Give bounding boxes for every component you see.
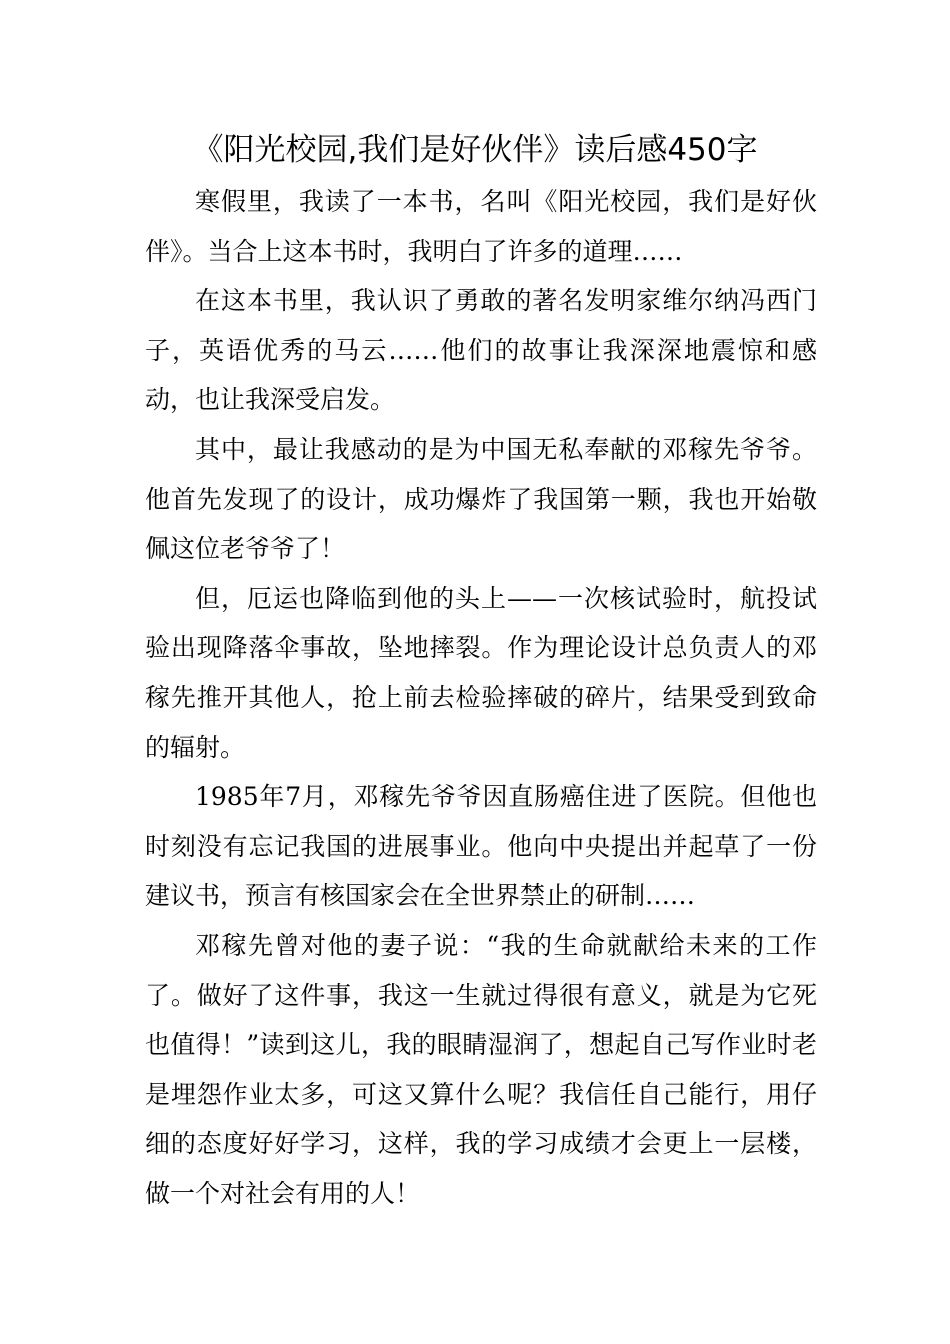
paragraph: 1985年7月，邓稼先爷爷因直肠癌住进了医院。但他也时刻没有忘记我国的进展事业。他向中央提出并起草了一份建议书，预言有核国家会在全世界禁止的研制…… [145, 782, 817, 911]
document-body [145, 177, 817, 1218]
paragraph: 邓稼先曾对他的妻子说：“我的生命就献给未来的工作了。做好了这件事，我这一生就过得很有意义，就是为它死也值得！”读到这儿，我的眼睛湿润了，想起自己写作业时老是埋怨作业太多，可这又算什么呢？我信任自己能行，用仔细的态度好好学习，这样，我的学习成绩才会更上一层楼，做一个对社会有用的人！ [145, 930, 817, 1208]
paragraph: 但，厄运也降临到他的头上——一次核试验时，航投试验出现降落伞事故，坠地摔裂。作为理论设计总负责人的邓稼先推开其他人，抢上前去检验摔破的碎片，结果受到致命的辐射。 [145, 583, 817, 762]
paragraph: 在这本书里，我认识了勇敢的著名发明家维尔纳冯西门子，英语优秀的马云……他们的故事让我深深地震惊和感动，也让我深受启发。 [145, 286, 817, 415]
document-title: 《阳光校园,我们是好伙伴》读后感450字 [192, 132, 758, 168]
paragraph: 寒假里，我读了一本书，名叫《阳光校园，我们是好伙伴》。当合上这本书时，我明白了许多的道理…… [145, 187, 817, 266]
paragraph: 其中，最让我感动的是为中国无私奉献的邓稼先爷爷。他首先发现了的设计，成功爆炸了我国第一颗，我也开始敬佩这位老爷爷了！ [145, 434, 817, 564]
